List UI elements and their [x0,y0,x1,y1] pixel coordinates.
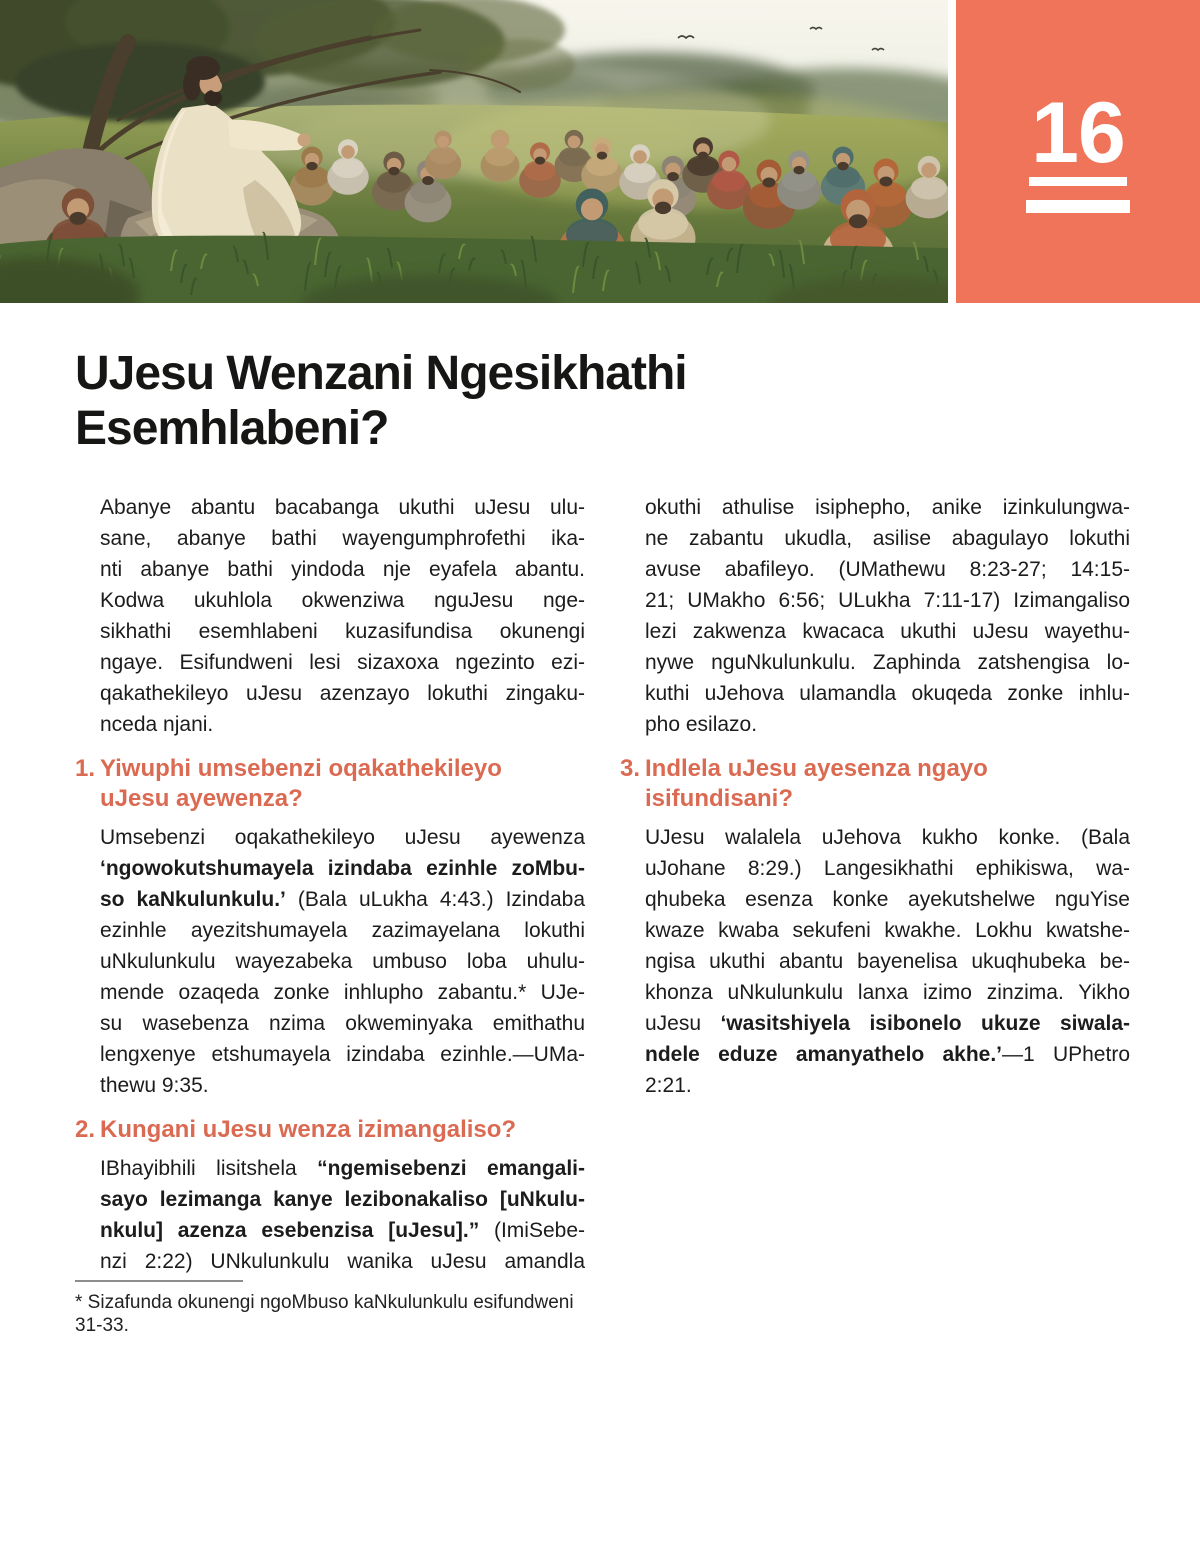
page-title-line: UJesu Wenzani Ngesikhathi [75,347,687,400]
body-line: ‘ngowokutshumayela izindaba ezinhle zoMbu- [100,857,585,880]
body-line: uJohane 8:29.) Langesikhathi ephikiswa, wa- [645,857,1130,880]
body-line: Abanye abantu bacabanga ukuthi uJesu ulu- [100,496,585,519]
body-line: qakathekileyo uJesu azenzayo lokuthi zingaku- [100,682,585,705]
body-line: uNkulunkulu wayezabeka umbuso loba uhulu- [100,950,585,973]
body-line: Kodwa ukuhlola okwenziwa nguJesu nge- [100,589,585,612]
lesson-number: 16 [1029,94,1127,186]
body-line: avuse abafileyo. (UMathewu 8:23-27; 14:15- [645,558,1130,581]
body-line: kuthi uJehova ulamandla okuqeda zonke inhlu- [645,682,1130,705]
body-line: thewu 9:35. [100,1074,209,1097]
body-line: 2:21. [645,1074,692,1097]
question-heading-line: Kungani uJesu wenza izimangaliso? [100,1116,517,1143]
body-line: su wasebenza nzima okweminyaka emithathu [100,1012,585,1035]
column-right [620,492,1130,1101]
body-line: ngaye. Esifundweni lesi sizaxoxa ngezinto ezi- [100,651,585,674]
page-title-line: Esemhlabeni? [75,402,389,455]
question-heading [620,754,1130,814]
body-line: nceda njani. [100,713,214,736]
body-line: 21; UMakho 6:56; ULukha 7:11-17) Izimangaliso [645,589,1130,612]
body-line: sane, abanye bathi wayengumphrofethi ika- [100,527,585,550]
footnote-rule [75,1280,243,1282]
body-line: nti abanye bathi yindoda nje eyafela abantu. [100,558,585,581]
paragraph [620,822,1130,1101]
lesson-number-badge [956,0,1200,303]
paragraph [75,1153,585,1277]
footnote-line: 31-33. [75,1315,129,1336]
body-line: okuthi athulise isiphepho, anike izinkulungwa- [645,496,1130,519]
paragraph [75,822,585,1101]
lesson-number-underline [1026,200,1130,213]
body-line: lengxenye etshumayela izindaba ezinhle.—UMa- [100,1043,585,1066]
body-line: ndele eduze amanyathelo akhe.’—1 UPhetro [645,1043,1130,1066]
body-line: kwaze kwaba sekufeni kwakhe. Lokhu kwatshe- [645,919,1130,942]
paragraph [620,492,1130,740]
question-number: 2. [75,1116,96,1143]
column-left [75,492,585,1277]
question-number: 1. [75,755,96,782]
body-line: UJesu walalela uJehova kukho konke. (Bala [645,826,1130,849]
body-line: so kaNkulunkulu.’ (Bala uLukha 4:43.) Izindaba [100,888,585,911]
hero-image [0,0,948,303]
body-line: ne zabantu ukudla, asilise abagulayo lokuthi [645,527,1130,550]
footnote-line: * Sizafunda okunengi ngoMbuso kaNkulunkulu esifundweni [75,1292,574,1313]
question-heading [75,1115,585,1145]
body-line: nzi 2:22) UNkulunkulu wanika uJesu amandla [100,1250,585,1273]
body-line: qhubeka esenza konke ayekutshelwe nguYise [645,888,1130,911]
body-line: uJesu ‘wasitshiyela isibonelo ukuze siwala- [645,1012,1131,1035]
hero-photo-jesus-teaching [0,0,948,303]
body-line: pho esilazo. [645,713,758,736]
body-line: nkulu] azenza esebenzisa [uJesu].” (ImiSebe- [100,1219,586,1242]
footnote-text [75,1291,580,1337]
question-heading-line: Indlela uJesu ayesenza ngayo isifundisani? [645,755,988,812]
question-number: 3. [620,755,641,782]
body-line: sikhathi esemhlabeni kuzasifundisa okunengi [100,620,585,643]
body-line: Umsebenzi oqakathekileyo uJesu ayewenza [100,826,585,849]
question-heading-line: Yiwuphi umsebenzi oqakathekileyo [100,755,502,782]
paragraph [75,492,585,740]
footnote [75,1280,580,1337]
body-line: lezi zakwenza kwacaca ukuthi uJesu wayethu- [645,620,1130,643]
body-line: IBhayibhili lisitshela “ngemisebenzi emangali- [100,1157,585,1180]
question-heading [75,754,585,814]
page-title [75,346,687,456]
body-line: sayo lezimanga kanye lezibonakaliso [uNkulu- [100,1188,585,1211]
body-line: ezinhle ayezitshumayela zazimayelana lokuthi [100,919,585,942]
body-line: ngisa ukuthi abantu bayenelisa ukuqhubeka be- [645,950,1130,973]
body-line: khonza uNkulunkulu lanxa izimo zinzima. Yikho [645,981,1130,1004]
question-heading-line: uJesu ayewenza? [100,785,303,812]
body-line: mende ozaqeda zonke inhlupho zabantu.* UJe- [100,981,585,1004]
body-line: nywe nguNkulunkulu. Zaphinda zatshengisa lo- [645,651,1130,674]
